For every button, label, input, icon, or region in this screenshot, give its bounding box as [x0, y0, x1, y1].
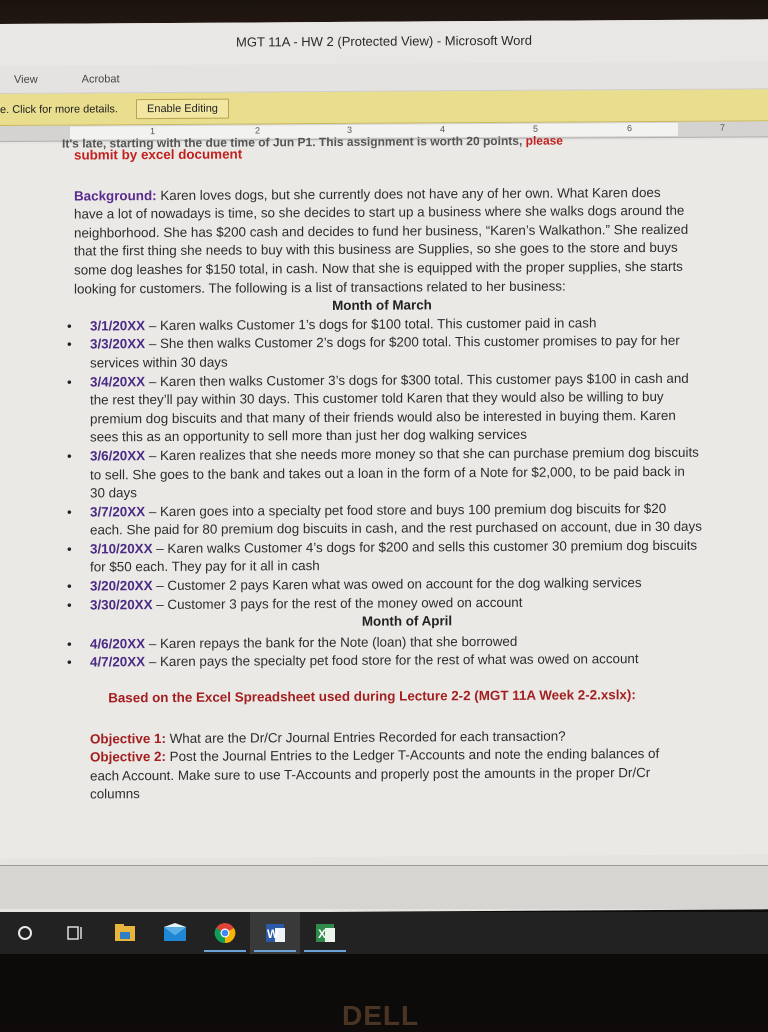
- transaction-text: – Karen walks Customer 4’s dogs for $200 and sells this customer 30 premium dog biscuits for $50 each. They pay for it all in cash: [90, 537, 698, 575]
- task-view-icon: [66, 925, 84, 941]
- monitor-logo: DELL: [342, 1000, 420, 1031]
- objective-2-label: Objective 2:: [90, 749, 166, 765]
- list-item: [74, 444, 702, 504]
- transaction-text: – Karen pays the specialty pet food store for the rest of what was owed on account: [145, 651, 639, 670]
- transaction-date: 3/7/20XX: [90, 503, 146, 520]
- list-item: [74, 537, 702, 578]
- excel-button[interactable]: [300, 912, 350, 954]
- document-area[interactable]: [0, 133, 768, 859]
- list-item: [74, 499, 702, 540]
- word-button[interactable]: [250, 912, 300, 954]
- window-title: MGT 11A - HW 2 (Protected View) - Microsoft Word: [236, 32, 532, 50]
- march-transaction-list: [62, 313, 702, 614]
- ruler-mark: 2: [255, 125, 261, 136]
- windows-taskbar: [0, 912, 768, 954]
- list-item: [74, 650, 702, 672]
- april-heading: Month of April: [361, 613, 453, 630]
- svg-text:X: X: [318, 927, 327, 941]
- running-indicator: [304, 950, 346, 952]
- objectives: [62, 726, 702, 804]
- task-view-button[interactable]: [50, 912, 100, 954]
- chrome-icon: [214, 922, 236, 944]
- list-item: [74, 332, 702, 373]
- background-text: Karen loves dogs, but she currently does not have any of her own. What Karen does have a lot of nowadays is time, so she decides to start up a business where she walks dogs around the neighborhood. She has $200 cash and decides to fund her business, “Karen’s Walkathon.” She realized that the first thing she needs to buy with this business are Supplies, so she goes to the store and buys some dog leashes for $150 total, in cash. Now that she is equipped with the proper supplies, she starts looking for customers. The following is a list of transactions related to her business:: [74, 184, 689, 297]
- cut-off-text-right: This assignment is worth 20 points,: [318, 133, 523, 150]
- cut-off-line: [62, 133, 702, 151]
- transaction-date: 3/6/20XX: [90, 448, 146, 464]
- transaction-text: – She then walks Customer 2’s dogs for $200 total. This customer promises to pay for her services within 30 days: [90, 333, 680, 371]
- transaction-text: – Customer 2 pays Karen what was owed on account for the dog walking services: [152, 575, 642, 594]
- cut-off-text-left: It's late, starting with the due time of Jun P1.: [62, 135, 316, 151]
- cortana-button[interactable]: [0, 912, 50, 954]
- cut-off-text-red: please: [525, 133, 563, 148]
- ruler-mark: 7: [720, 122, 726, 133]
- background-label: Background:: [74, 187, 157, 204]
- transaction-text: – Customer 3 pays for the rest of the money owed on account: [152, 594, 523, 612]
- transaction-date: 3/20/20XX: [90, 578, 153, 594]
- title-bar: [0, 19, 768, 66]
- transaction-text: – Karen then walks Customer 3’s dogs for $300 total. This customer pays $100 in cash and the rest they’ll pay within 30 days. This customer told Karen that they would also be willing to buy premium dog biscuits and that many of their friends would also be interested in buying them. Karen sees this as an opportunity to sell more than just her dog walking services: [90, 370, 689, 445]
- chrome-button[interactable]: [200, 912, 250, 954]
- based-on-heading: Based on the Excel Spreadsheet used during Lecture 2-2 (MGT 11A Week 2-2.xslx):: [108, 687, 636, 706]
- word-window: [0, 19, 768, 914]
- enable-editing-button[interactable]: Enable Editing: [136, 98, 229, 119]
- transaction-text: – Karen realizes that she needs more money so that she can purchase premium dog biscuits to sell. She goes to the bank and takes out a loan in the form of a Note for $2,000, to be paid back in 30 days: [90, 444, 699, 501]
- transaction-date: 3/1/20XX: [90, 317, 146, 334]
- transaction-date: 3/10/20XX: [90, 540, 153, 557]
- background-paragraph: [62, 183, 702, 298]
- mail-icon: [163, 923, 187, 943]
- list-item: [74, 592, 702, 614]
- folder-icon: [114, 923, 136, 943]
- transaction-text: – Karen walks Customer 1’s dogs for $100 total. This customer paid in cash: [145, 315, 597, 333]
- march-heading: Month of March: [332, 297, 432, 314]
- status-bar: [0, 865, 768, 909]
- cortana-icon: [18, 926, 32, 940]
- ruler-mark: 4: [440, 124, 446, 135]
- svg-text:W: W: [267, 927, 279, 941]
- tab-view[interactable]: View: [14, 73, 38, 86]
- list-item: [74, 369, 702, 447]
- ruler-mark: 6: [627, 123, 633, 134]
- protected-view-message[interactable]: e. Click for more details.: [0, 102, 118, 116]
- ruler-mark: 1: [150, 126, 156, 137]
- objective-1-label: Objective 1:: [90, 730, 166, 747]
- transaction-text: – Karen repays the bank for the Note (loan) that she borrowed: [145, 633, 518, 651]
- mail-button[interactable]: [150, 912, 200, 954]
- transaction-date: 4/6/20XX: [90, 635, 146, 652]
- objective-2-text: Post the Journal Entries to the Ledger T-Accounts and note the ending balances of each Account. Make sure to use T-Accounts and properly post the amounts in the proper Dr/Cr columns: [90, 746, 660, 802]
- word-icon: [264, 922, 286, 944]
- ruler-mark: 5: [533, 123, 539, 134]
- transaction-date: 3/4/20XX: [90, 373, 146, 389]
- transaction-date: 4/7/20XX: [90, 654, 146, 670]
- transaction-date: 3/30/20XX: [90, 596, 153, 613]
- excel-icon: [314, 922, 336, 944]
- objective-1-text: What are the Dr/Cr Journal Entries Recorded for each transaction?: [165, 728, 566, 746]
- running-indicator: [204, 950, 246, 952]
- transaction-date: 3/3/20XX: [90, 336, 146, 352]
- submit-instruction: submit by excel document: [74, 146, 243, 163]
- april-transaction-list: [62, 632, 702, 673]
- running-indicator: [254, 950, 296, 952]
- ruler-mark: 3: [347, 124, 353, 135]
- protected-view-bar: [0, 89, 768, 126]
- file-explorer-button[interactable]: [100, 912, 150, 954]
- tab-acrobat[interactable]: Acrobat: [81, 72, 120, 86]
- objective-2: [90, 745, 682, 804]
- document-page: [62, 133, 702, 805]
- transaction-text: – Karen goes into a specialty pet food store and buys 100 premium dog biscuits for $20 each. She paid for 80 premium dog biscuits in cash, and the rest purchased on account, due in 30 days: [90, 500, 702, 538]
